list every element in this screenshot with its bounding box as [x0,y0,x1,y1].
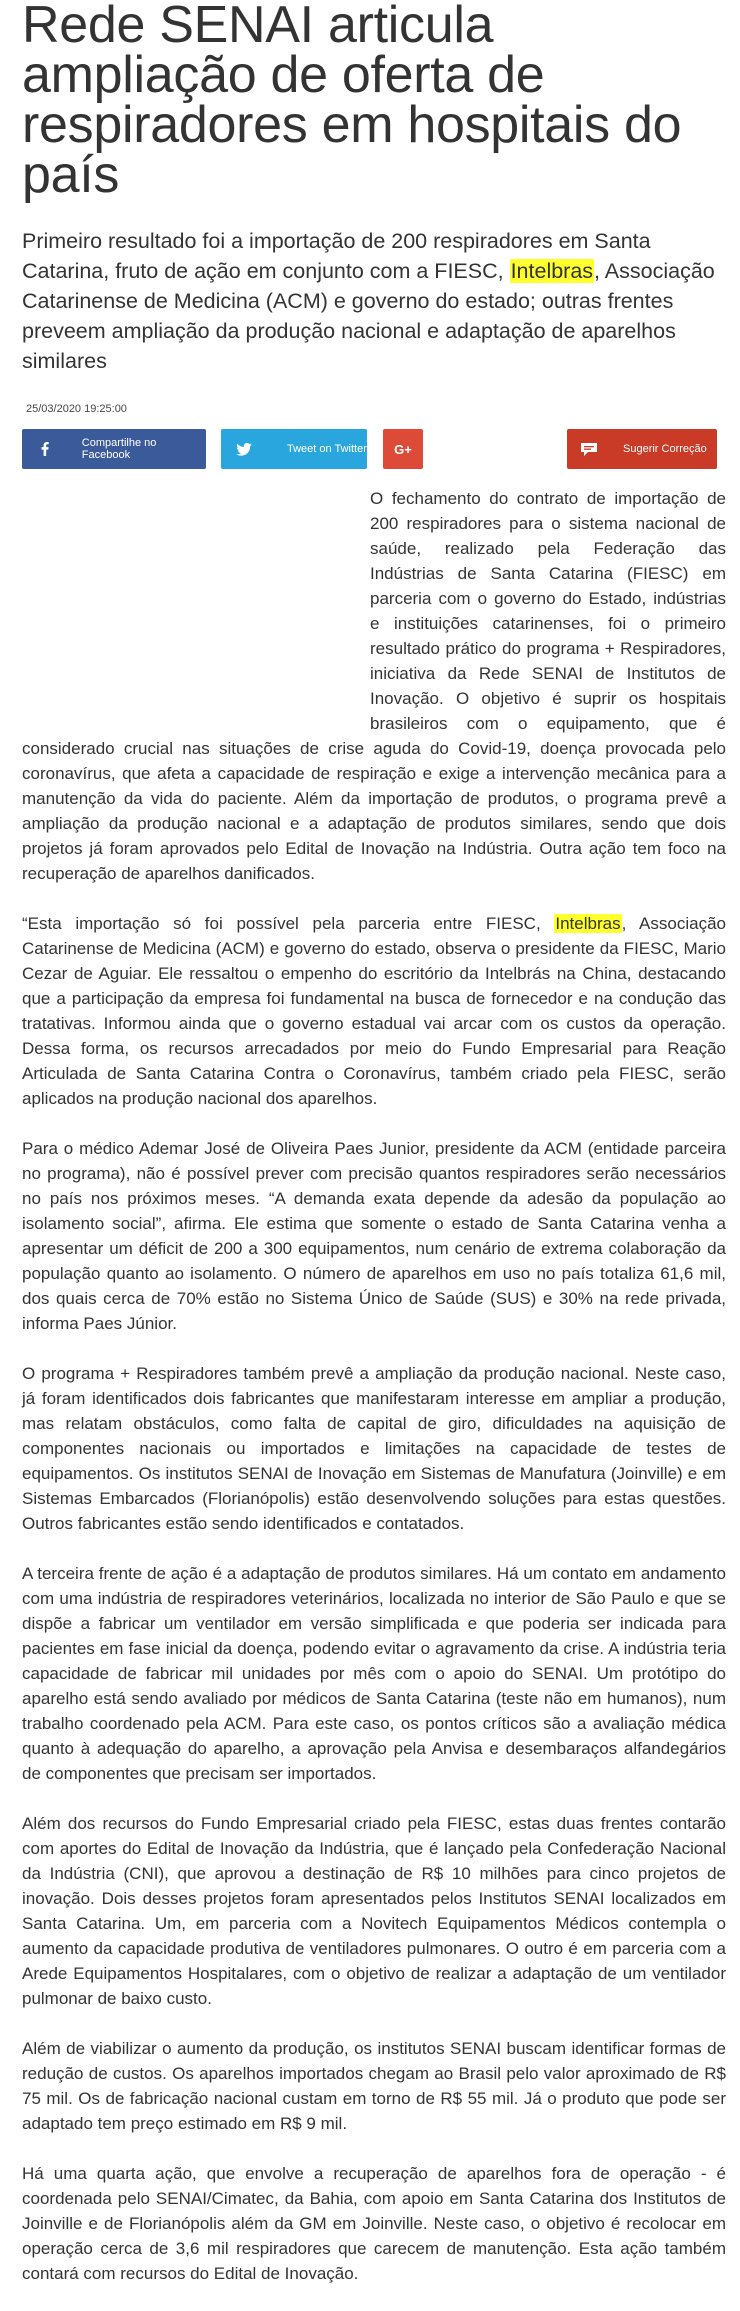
article-paragraph: A terceira frente de ação é a adaptação de produtos similares. Há um contato em andamento com uma indústria de respiradores veterinários, localizada no interior de São Paulo e que se dispõe a fabricar um ventilador em versão simplificada e que poderia ser indicada para pacientes em fase inicial da doença, podendo evitar o agravamento da crise. A indústria teria capacidade de fabricar mil unidades por mês com o apoio do SENAI. Um protótipo do aparelho está sendo avaliado por médicos de Santa Catarina (teste não em humanos), num trabalho coordenado pela ACM. Para este caso, os pontos críticos são a avaliação médica quanto à adequação do aparelho, a aprovação pela Anvisa e desembaraços alfandegários de componentes que precisam ser importados. [22,1564,726,1783]
share-twitter-button[interactable] [221,429,367,469]
article-paragraph: Além de viabilizar o aumento da produção, os institutos SENAI buscam identificar formas de redução de custos. Os aparelhos importados chegam ao Brasil pelo valor aproximado de R$ 75 mil. Os de fabricação nacional custam em torno de R$ 55 mil. Já o produto que pode ser adaptado tem preço estimado em R$ 9 mil. [22,2039,726,2133]
article-body [22,486,726,2311]
article-subhead [22,226,722,376]
share-googleplus-button[interactable]: G+ [383,429,423,469]
subhead-highlight: Intelbras [510,259,594,283]
subhead-text-start: Primeiro resultado foi a importação de 200 respiradores em Santa Catarina, fruto de ação em conjunto com a FIESC, [22,229,651,283]
article-paragraph: O fechamento do contrato de importação de 200 respiradores para o sistema nacional de saúde, realizado pela Federação das Indústrias de Santa Catarina (FIESC) em parceria com o governo do Estado, indústrias e instituições catarinenses, foi o primeiro resultado prático do programa + Respiradores, iniciativa da Rede SENAI de Institutos de Inovação. O objetivo é suprir os hospitais brasileiros com o equipamento, que é considerado crucial nas situações de crise aguda do Covid-19, doença provocada pelo coronavírus, que afeta a capacidade de respiração e exige a intervenção mecânica para a manutenção da vida do paciente. Além da importação de produtos, o programa prevê a ampliação da produção nacional e a adaptação de produtos similares, sendo que dois projetos já foram aprovados pelo Edital de Inovação na Indústria. Outra ação tem foco na recuperação de aparelhos danificados. [22,489,726,883]
article-paragraph: Além dos recursos do Fundo Empresarial criado pela FIESC, estas duas frentes contarão com aportes do Edital de Inovação da Indústria, que é lançado pela Confederação Nacional da Indústria (CNI), que aprovou a destinação de R$ 10 milhões para cinco projetos de inovação. Dois desses projetos foram apresentados pelos Institutos SENAI localizados em Santa Catarina. Um, em parceria com a Novitech Equipamentos Médicos contempla o aumento da capacidade produtiva de ventiladores pulmonares. O outro é em parceria com a Arede Equipamentos Hospitalares, com o objetivo de realizar a adaptação de um ventilador pulmonar de baixo custo. [22,1814,726,2008]
paragraph-text-end: , Associação Catarinense de Medicina (ACM) e governo do estado, observa o presidente da FIESC, Mario Cezar de Aguiar. Ele ressaltou o empenho do escritório da Intelbrás na China, destacando que a participação da empresa foi fundamental na busca de fornecedor e na condução das tratativas. Informou ainda que o governo estadual vai arcar com os custos da operação. Dessa forma, os recursos arrecadados por meio do Fundo Empresarial para Reação Articulada de Santa Catarina Contra o Coronavírus, também criado pela FIESC, serão aplicados na produção nacional dos aparelhos. [22,914,726,1108]
article-paragraph: Para o médico Ademar José de Oliveira Paes Junior, presidente da ACM (entidade parceira no programa), não é possível prever com precisão quantos respiradores serão necessários no país nos próximos meses. “A demanda exata depende da adesão da população ao isolamento social”, afirma. Ele estima que somente o estado de Santa Catarina venha a apresentar um déficit de 200 a 300 equipamentos, num cenário de extrema colaboração da população quanto ao isolamento. O número de aparelhos em uso no país totaliza 61,6 mil, dos quais cerca de 70% estão no Sistema Único de Saúde (SUS) e 30% na rede privada, informa Paes Júnior. [22,1139,726,1333]
article-paragraph: Há uma quarta ação, que envolve a recuperação de aparelhos fora de operação - é coordenada pelo SENAI/Cimatec, da Bahia, com apoio em Santa Catarina dos Institutos de Joinville e de Florianópolis além da GM em Joinville. Neste caso, o objetivo é recolocar em operação cerca de 3,6 mil respiradores que carecem de manutenção. Esta ação também contará com recursos do Edital de Inovação. [22,2164,726,2283]
subhead-text-end: , Associação Catarinense de Medicina (ACM) e governo do estado; outras frentes preveem ampliação da produção nacional e adaptação de aparelhos similares [22,259,715,373]
share-twitter-label: Tweet on Twitter [287,443,367,455]
comment-icon [579,441,599,457]
article-paragraph [22,911,726,1111]
twitter-icon [235,442,253,456]
publish-date: 25/03/2020 19:25:00 [26,403,127,415]
share-facebook-button[interactable] [22,429,206,469]
facebook-icon [38,442,52,456]
media-placeholder [22,486,370,736]
article-headline: Rede SENAI articula ampliação de oferta de respiradores em hospitais do país [22,0,682,204]
paragraph-text-start: “Esta importação só foi possível pela parceria entre FIESC, [22,914,555,933]
suggest-correction-button[interactable] [567,429,717,469]
suggest-correction-label: Sugerir Correção [623,443,707,455]
share-facebook-label: Compartilhe no Facebook [81,437,157,461]
article-paragraph: O programa + Respiradores também prevê a ampliação da produção nacional. Neste caso, já foram identificados dois fabricantes que manifestaram interesse em ampliar a produção, mas relatam obstáculos, como falta de capital de giro, dificuldades na aquisição de componentes nacionais ou importados e limitações na capacidade de testes de equipamentos. Os institutos SENAI de Inovação em Sistemas de Manufatura (Joinville) e em Sistemas Embarcados (Florianópolis) estão desenvolvendo soluções para estas questões. Outros fabricantes estão sendo identificados e contatados. [22,1364,726,1533]
paragraph-highlight: Intelbras [555,914,621,933]
